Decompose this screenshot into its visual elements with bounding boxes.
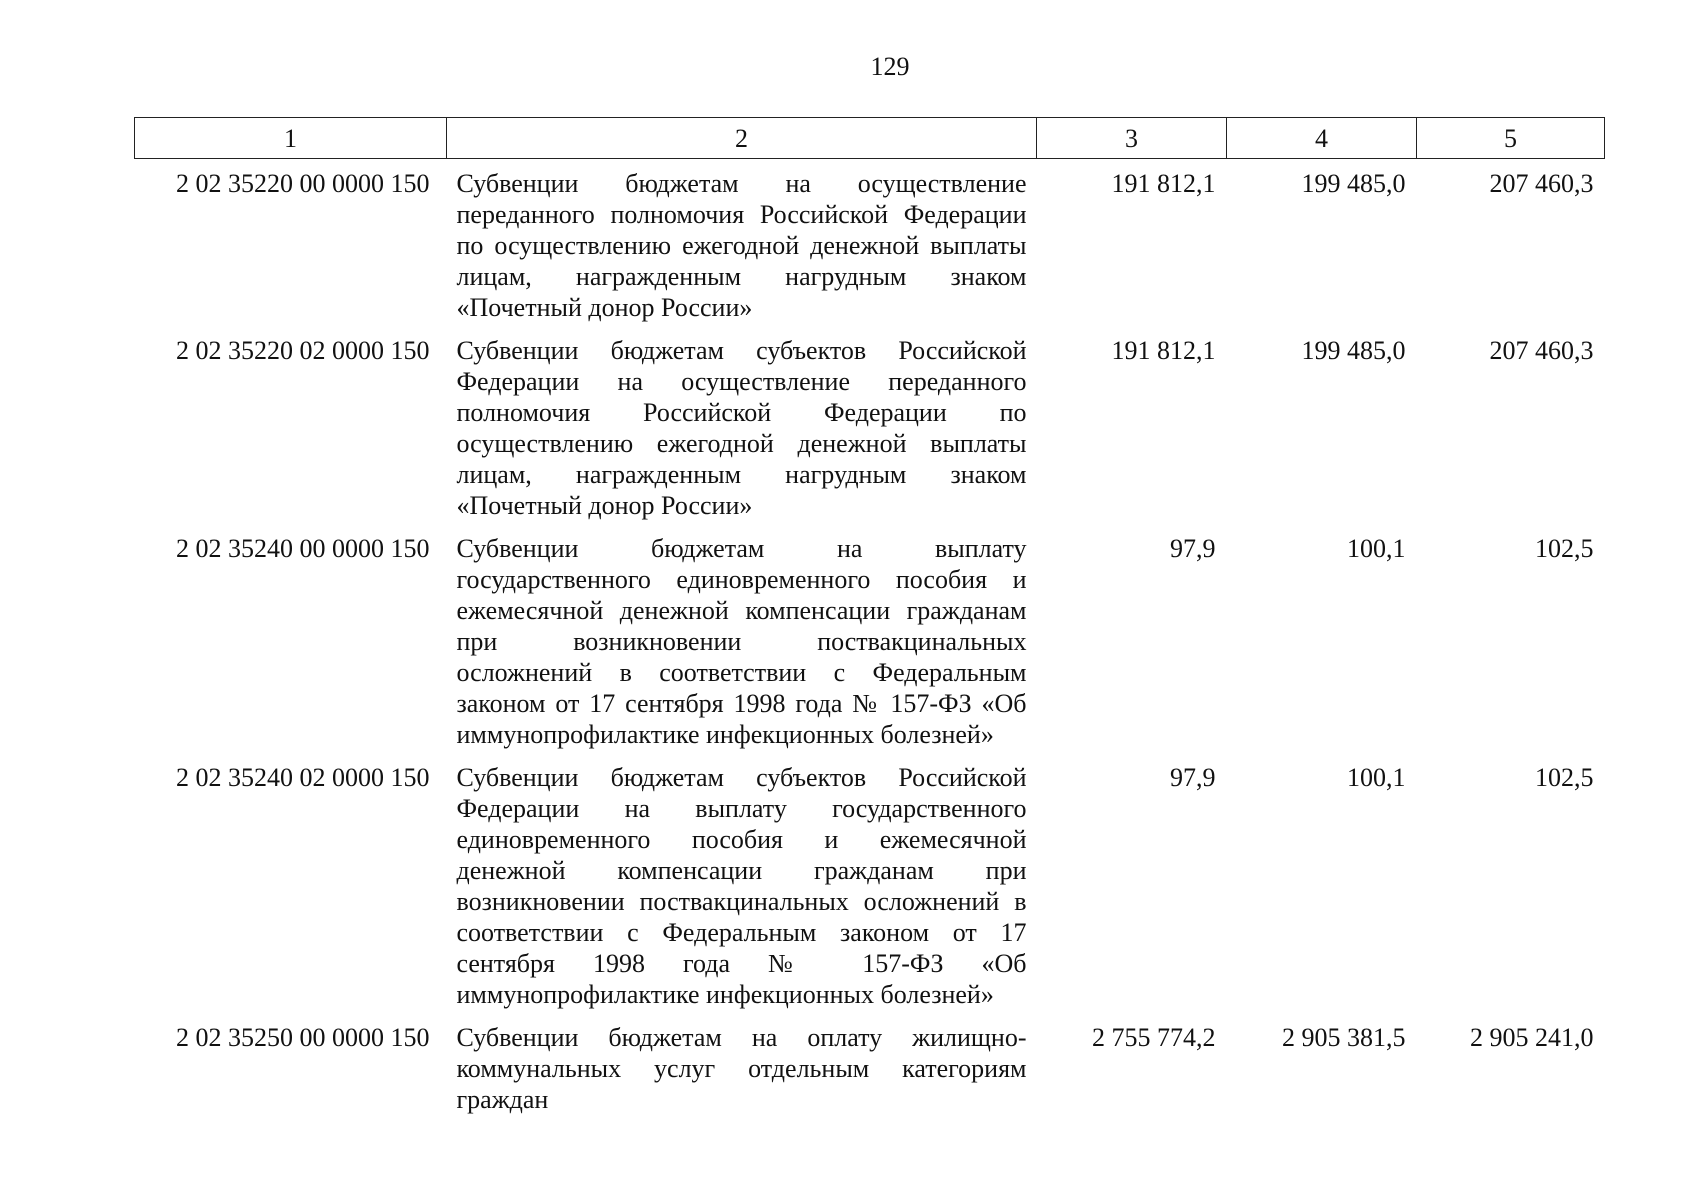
amount-col-3: 191 812,1: [1111, 336, 1216, 365]
header-col-4: 4: [1227, 118, 1417, 159]
amount-col-4: 199 485,0: [1301, 336, 1406, 365]
budget-table: [134, 117, 1605, 1118]
budget-description: Субвенции бюджетам субъектов Российской Федерации на осуществление переданного полномочия Российской Федерации по осуществлению ежегодной денежной выплаты лицам, награжденным нагрудным знаком «Почетный донор России»: [456, 336, 1027, 520]
amount-col-3: 97,9: [1170, 534, 1216, 563]
budget-code: 2 02 35240 02 0000 150: [176, 763, 430, 792]
budget-code: 2 02 35240 00 0000 150: [176, 534, 430, 563]
table-row: [135, 159, 1605, 327]
budget-description: Субвенции бюджетам субъектов Российской Федерации на выплату государственного единовременного пособия и ежемесячной денежной компенсации гражданам при возникновении поствакцинальных осложнений в соответствии с Федеральным законом от 17 сентября 1998 года № 157-ФЗ «Об иммунопрофилактике инфекционных болезней»: [456, 763, 1027, 1009]
budget-code: 2 02 35220 00 0000 150: [176, 169, 430, 198]
table-row: [135, 326, 1605, 524]
amount-col-5: 102,5: [1535, 763, 1594, 792]
header-col-5: 5: [1417, 118, 1605, 159]
header-col-1: 1: [135, 118, 447, 159]
table-row: [135, 524, 1605, 753]
amount-col-3: 97,9: [1170, 763, 1216, 792]
header-col-2: 2: [447, 118, 1037, 159]
table-row: [135, 1013, 1605, 1118]
budget-code: 2 02 35220 02 0000 150: [176, 336, 430, 365]
header-row: [135, 118, 1605, 159]
amount-col-5: 102,5: [1535, 534, 1594, 563]
table-header: [135, 118, 1605, 159]
amount-col-4: 199 485,0: [1301, 169, 1406, 198]
amount-col-5: 207 460,3: [1489, 336, 1594, 365]
amount-col-3: 191 812,1: [1111, 169, 1216, 198]
amount-col-5: 2 905 241,0: [1470, 1023, 1594, 1052]
table-body: [135, 159, 1605, 1119]
header-col-3: 3: [1037, 118, 1227, 159]
table-row: [135, 753, 1605, 1013]
amount-col-4: 2 905 381,5: [1282, 1023, 1406, 1052]
amount-col-5: 207 460,3: [1489, 169, 1594, 198]
budget-description: Субвенции бюджетам на выплату государственного единовременного пособия и ежемесячной денежной компенсации гражданам при возникновении поствакцинальных осложнений в соответствии с Федеральным законом от 17 сентября 1998 года № 157-ФЗ «Об иммунопрофилактике инфекционных болезней»: [456, 534, 1027, 749]
page-number: 129: [870, 52, 910, 81]
amount-col-3: 2 755 774,2: [1092, 1023, 1216, 1052]
budget-code: 2 02 35250 00 0000 150: [176, 1023, 430, 1052]
amount-col-4: 100,1: [1347, 763, 1406, 792]
budget-description: Субвенции бюджетам на оплату жилищно-коммунальных услуг отдельным категориям граждан: [456, 1023, 1027, 1114]
amount-col-4: 100,1: [1347, 534, 1406, 563]
budget-description: Субвенции бюджетам на осуществление переданного полномочия Российской Федерации по осуществлению ежегодной денежной выплаты лицам, награжденным нагрудным знаком «Почетный донор России»: [456, 169, 1027, 322]
